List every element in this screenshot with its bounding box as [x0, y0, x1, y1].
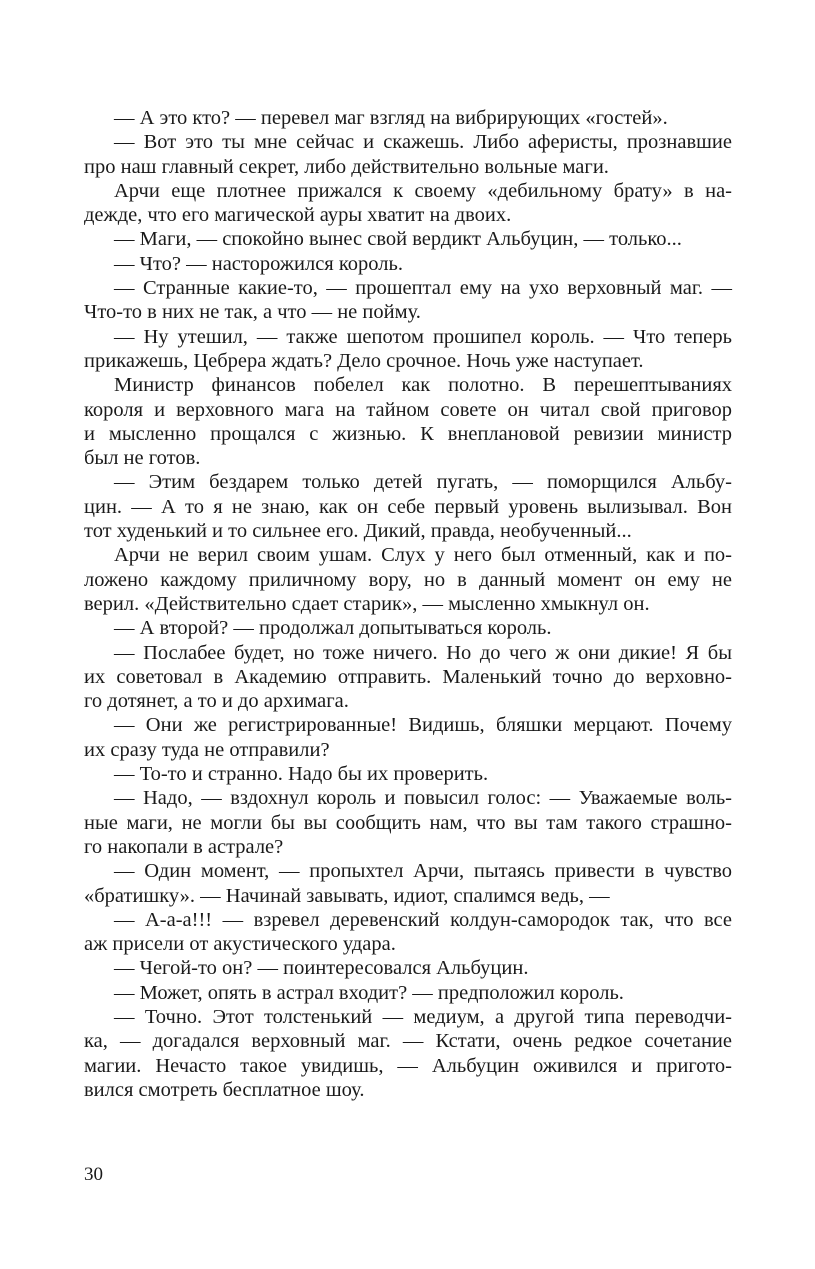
text-line: — А это кто? — перевел маг взгляд на вибрирующих «гостей». — [114, 107, 668, 129]
paragraph — [84, 908, 732, 957]
paragraph — [84, 543, 732, 616]
text-line: — Вот это ты мне сейчас и скажешь. Либо аферисты, прознавшие — [114, 131, 732, 154]
text-line: го накопали в астрале? — [84, 835, 284, 858]
text-line: — Ну утешил, — также шепотом прошипел король. — Что теперь — [114, 325, 732, 348]
text-line: го дотянет, а то и до архимага. — [84, 690, 349, 713]
text-line: был не готов. — [84, 447, 201, 470]
text-line: — Один момент, — пропыхтел Арчи, пытаясь привести в чувство — [114, 860, 732, 883]
paragraph — [84, 106, 732, 130]
text-line: ные маги, не могли бы вы сообщить нам, что вы там такого страшно- — [84, 811, 732, 834]
paragraph — [84, 373, 732, 470]
text-line: магии. Нечасто такое увидишь, — Альбуцин оживился и пригото- — [84, 1054, 732, 1077]
text-line: — Этим бездарем только детей пугать, — поморщился Альбу- — [114, 471, 732, 494]
text-line: — Точно. Этот толстенький — медиум, а другой типа переводчи- — [114, 1005, 732, 1028]
paragraph — [84, 227, 732, 251]
paragraph — [84, 786, 732, 859]
paragraph — [84, 981, 732, 1005]
paragraph — [84, 325, 732, 374]
text-line: Арчи еще плотнее прижался к своему «дебильному брату» в на- — [114, 179, 732, 202]
paragraph — [84, 470, 732, 543]
text-line: верил. «Действительно сдает старик», — мысленно хмыкнул он. — [84, 592, 650, 615]
paragraph — [84, 179, 732, 228]
text-line: прикажешь, Цебрера ждать? Дело срочное. Ночь уже наступает. — [84, 349, 644, 372]
paragraph — [84, 762, 732, 786]
text-line: дежде, что его магической ауры хватит на двоих. — [84, 204, 512, 227]
text-line: короля и верховного мага на тайном совете он читал свой приговор — [84, 398, 732, 421]
paragraph — [84, 616, 732, 640]
text-line: — А второй? — продолжал допытываться король. — [114, 617, 552, 640]
paragraph — [84, 859, 732, 908]
text-line: — Маги, — спокойно вынес свой вердикт Альбуцин, — только... — [114, 228, 682, 251]
page-text — [84, 106, 732, 1102]
text-line: их сразу туда не отправили? — [84, 738, 330, 761]
text-line: ложено каждому приличному вору, но в данный момент он ему не — [84, 568, 732, 591]
text-line: — Что? — насторожился король. — [114, 252, 403, 275]
text-line: — Надо, — вздохнул король и повысил голос: — Уважаемые воль- — [114, 787, 732, 810]
text-line: их советовал в Академию отправить. Маленький точно до верховно- — [84, 665, 732, 688]
text-line: ка, — догадался верховный маг. — Кстати, очень редкое сочетание — [84, 1030, 732, 1053]
text-line: — Послабее будет, но тоже ничего. Но до чего ж они дикие! Я бы — [114, 641, 732, 664]
text-line: «братишку». — Начинай завывать, идиот, спалимся ведь, — — [84, 884, 610, 907]
text-line: про наш главный секрет, либо действительно вольные маги. — [84, 155, 609, 178]
text-line: тот худенький и то сильнее его. Дикий, правда, необученный... — [84, 520, 632, 543]
page-number: 30 — [84, 1164, 103, 1185]
text-line: Министр финансов побелел как полотно. В перешептываниях — [114, 374, 732, 397]
paragraph — [84, 252, 732, 276]
text-line: Арчи не верил своим ушам. Слух у него был отменный, как и по- — [114, 544, 732, 567]
text-line: — То-то и странно. Надо бы их проверить. — [114, 763, 489, 786]
text-line: — Чегой-то он? — поинтересовался Альбуцин. — [114, 957, 529, 980]
paragraph — [84, 956, 732, 980]
text-line: — А-а-а!!! — взревел деревенский колдун-самородок так, что все — [114, 908, 732, 931]
paragraph — [84, 641, 732, 714]
text-line: Что-то в них не так, а что — не пойму. — [84, 301, 421, 324]
paragraph — [84, 130, 732, 179]
paragraph — [84, 276, 732, 325]
paragraph — [84, 713, 732, 762]
text-line: — Они же регистрированные! Видишь, бляшки мерцают. Почему — [114, 714, 732, 737]
text-line: цин. — А то я не знаю, как он себе первый уровень вылизывал. Вон — [84, 495, 732, 518]
text-line: аж присели от акустического удара. — [84, 933, 396, 956]
paragraph — [84, 1005, 732, 1102]
text-line: и мысленно прощался с жизнью. К внеплановой ревизии министр — [84, 422, 732, 445]
text-line: — Странные какие-то, — прошептал ему на ухо верховный маг. — — [114, 277, 732, 300]
text-line: вился смотреть бесплатное шоу. — [84, 1078, 365, 1101]
text-line: — Может, опять в астрал входит? — предположил король. — [114, 981, 624, 1004]
